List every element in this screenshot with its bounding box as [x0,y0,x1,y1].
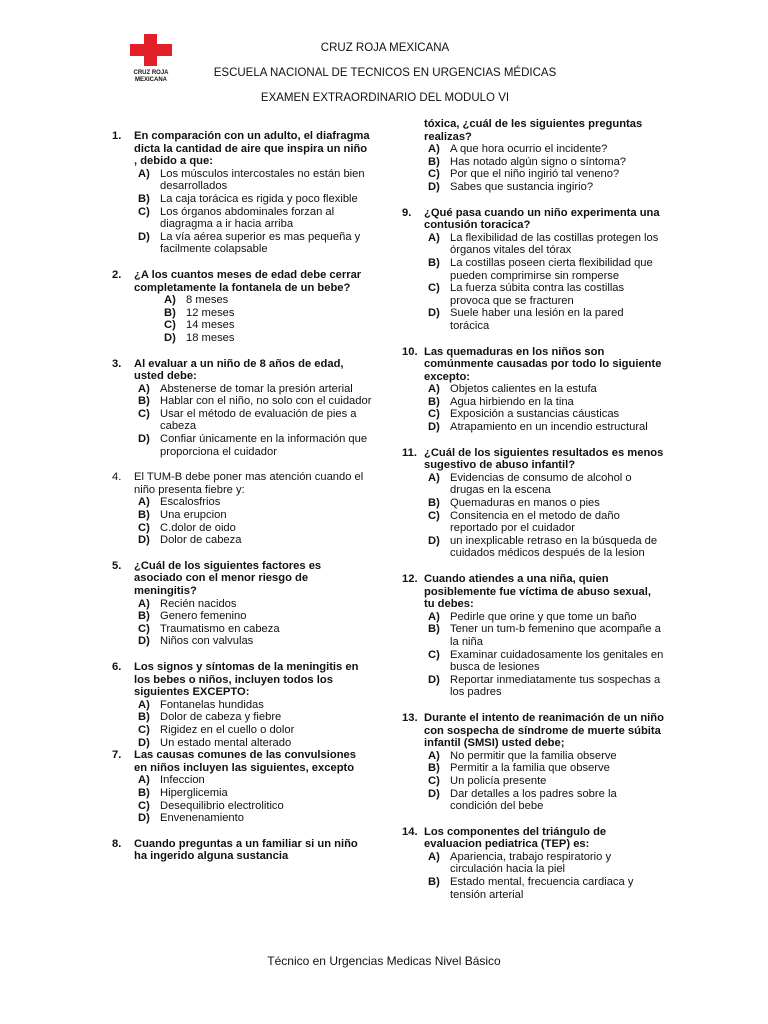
question-text: En comparación con un adulto, el diafragma dicta la cantidad de aire que inspira un niño , debido a que: [134,130,370,168]
option-c: C) Rigidez en el cuello o dolor [138,723,295,736]
option-d: D) Suele haber una lesión en la pared torácica [428,307,624,332]
question-number: 6. [112,660,122,673]
question-number: 3. [112,357,122,370]
question-7 [112,749,372,825]
option-c: C) Consitencia en el metodo de daño reportado por el cuidador [428,509,620,535]
question-9 [402,207,664,333]
option-c: C) Por que el niño ingirió tal veneno? [428,168,620,181]
option-b: B) La costillas poseen cierta flexibilidad que pueden comprimirse sin romperse [428,256,653,282]
question-10 [402,346,664,434]
question-3 [112,358,372,459]
option-d: D) Niños con valvulas [138,635,254,648]
right-column [402,118,664,901]
question-number: 8. [112,837,122,850]
left-column [112,118,372,863]
question-1 [112,130,372,256]
question-number: 7. [112,749,122,762]
option-a: A) La flexibilidad de las costillas protegen los órganos vitales del tórax [428,231,659,257]
question-number: 12. [402,573,418,585]
question-8 [112,838,372,863]
question-text: Las causas comunes de las convulsiones en niños incluyen las siguientes, excepto [134,749,356,774]
question-number: 1. [112,130,122,142]
option-a: A) Evidencias de consumo de alcohol o drugas en la escena [428,471,632,497]
option-d: D) Confiar únicamente en la información que proporciona el cuidador [138,433,368,458]
question-text: Los componentes del triángulo de evaluacion pediatrica (TEP) es: [424,825,607,851]
logo-line-2: MEXICANA [134,77,167,83]
option-c: C) Un policía presente [428,774,547,787]
option-a: A) Fontanelas hundidas [138,698,264,711]
question-number: 10. [402,345,418,358]
question-text: ¿Cuál de los siguientes factores es asociado con el menor riesgo de meningitis? [134,559,322,597]
question-number: 14. [402,825,418,838]
option-c: C) Traumatismo en cabeza [138,622,280,635]
option-d: D) 18 meses [164,331,235,344]
option-a: A) Abstenerse de tomar la presión arterial [138,382,353,395]
option-c: C) Desequilibrio electrolitico [138,799,284,812]
question-text: ¿Qué pasa cuando un niño experimenta una contusión toracica? [424,206,660,232]
option-c: C) Los órganos abdominales forzan al diagragma a ir hacia arriba [138,205,335,231]
option-d: D) La vía aérea superior es mas pequeña y facilmente colapsable [138,230,361,256]
question-number: 11. [402,446,417,459]
option-d: D) Dolor de cabeza [138,534,242,547]
question-text: El TUM-B debe poner mas atención cuando el niño presenta fiebre y: [134,471,364,496]
header-school: ESCUELA NACIONAL DE TECNICOS EN URGENCIAS MÉDICAS [213,67,557,79]
option-a: A) Recién nacidos [138,597,237,610]
question-2 [112,269,372,345]
question-text: Cuando preguntas a un familiar si un niño ha ingerido alguna sustancia [134,837,358,863]
option-b: B) Quemaduras en manos o pies [428,497,600,510]
option-a: A) Escalosfrios [138,496,221,509]
option-b: B) Genero femenino [138,610,247,623]
question-12 [402,573,664,699]
question-number: 5. [112,559,122,572]
logo-line-1: CRUZ ROJA [133,70,169,76]
option-d: D) un inexplicable retraso en la búsqueda de cuidados médicos después de la lesion [428,534,658,560]
option-d: D) Dar detalles a los padres sobre la condición del bebe [428,787,617,813]
option-d: D) Un estado mental alterado [138,736,292,749]
question-text: ¿Cuál de los siguientes resultados es menos sugestivo de abuso infantil? [424,446,664,472]
option-a: A) Apariencia, trabajo respiratorio y circulación hacia la piel [428,850,612,876]
question-11 [402,447,664,560]
question-8-continued [402,118,664,194]
question-number: 2. [112,268,122,281]
page-footer: Técnico en Urgencias Medicas Nivel Básico [267,954,501,968]
option-b: B) Hablar con el niño, no solo con el cuidador [138,395,372,408]
option-c: C) Usar el método de evaluación de pies a cabeza [138,407,357,433]
option-d: D) Atrapamiento en un incendio estructural [428,421,648,434]
question-13 [402,712,664,813]
question-text: Durante el intento de reanimación de un niño con sospecha de síndrome de muerte súbita infantil (SMSI) usted debe; [424,711,664,750]
question-text: ¿A los cuantos meses de edad debe cerrar completamente la fontanela de un bebe? [134,268,362,294]
question-text-continued: tóxica, ¿cuál de les siguientes preguntas realizas? [424,118,643,143]
option-b: B) Hiperglicemia [138,786,228,799]
option-c: C) C.dolor de oido [138,521,236,534]
option-b: B) Estado mental, frecuencia cardiaca y tensión arterial [428,876,634,901]
option-a: A) A que hora ocurrio el incidente? [428,143,608,156]
option-c: C) 14 meses [164,319,235,332]
option-d: D) Reportar inmediatamente tus sospechas a los padres [428,673,661,699]
option-b: B) Agua hirbiendo en la tina [428,395,574,408]
question-text: Las quemaduras en los niños son comúnmente causadas por todo lo siguiente excepto: [424,345,662,383]
option-b: B) Permitir a la familia que observe [428,762,610,775]
option-a: A) No permitir que la familia observe [428,749,617,762]
option-d: D) Envenenamiento [138,812,244,825]
option-c: C) La fuerza súbita contra las costillas provoca que se fracturen [428,282,625,307]
question-14 [402,826,664,902]
question-number: 13. [402,711,418,724]
option-a: A) Infeccion [138,774,205,787]
option-b: B) Has notado algún signo o síntoma? [428,155,627,168]
question-4 [112,471,372,547]
option-b: B) Una erupcion [138,509,227,522]
option-d: D) Sabes que sustancia ingirio? [428,180,594,193]
option-a: A) Los músculos intercostales no están bien desarrollados [138,167,365,193]
header-exam-title: EXAMEN EXTRAORDINARIO DEL MODULO VI [260,92,510,104]
option-b: B) La caja torácica es rigida y poco flexible [138,192,358,205]
question-5 [112,560,372,648]
question-number: 4. [112,471,122,484]
question-text: Cuando atiendes a una niña, quien posiblemente fue víctima de abuso sexual, tu debes: [424,573,651,611]
option-b: B) 12 meses [164,306,235,319]
option-a: A) Objetos calientes en la estufa [428,383,597,396]
question-number: 9. [402,206,412,219]
option-b: B) Tener un tum-b femenino que acompañe a la niña [428,623,661,648]
option-b: B) Dolor de cabeza y fiebre [138,711,282,724]
option-a: A) 8 meses [164,294,229,307]
question-6 [112,661,372,749]
question-text: Al evaluar a un niño de 8 años de edad, usted debe: [134,357,344,383]
option-a: A) Pedirle que orine y que tome un baño [428,610,637,623]
question-text: Los signos y síntomas de la meningitis en los bebes o niños, incluyen todos los siguientes EXCEPTO: [134,660,359,699]
header-organization: CRUZ ROJA MEXICANA [320,42,450,54]
option-c: C) Exposición a sustancias cáusticas [428,408,620,421]
option-c: C) Examinar cuidadosamente los genitales en busca de lesiones [428,648,664,674]
